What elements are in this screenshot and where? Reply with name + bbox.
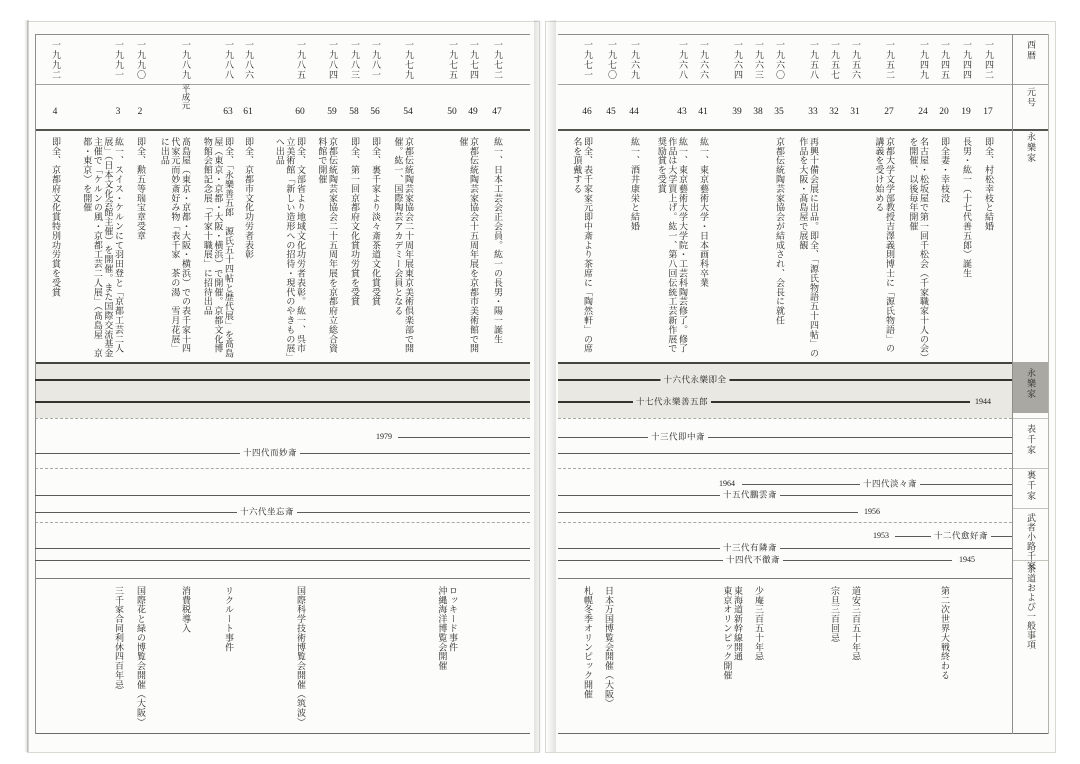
- margin-tab-eirakuke: 永樂家: [1026, 368, 1036, 400]
- year-label: 一九四二: [984, 40, 994, 80]
- era-label: 44: [629, 107, 639, 117]
- family-entry: 京都伝統陶芸家協会が結成され、会長に就任: [775, 137, 785, 325]
- general-event-entry: 国際花と緑の博覧会開催（大阪）: [136, 586, 146, 727]
- band-separator: [558, 418, 1012, 419]
- timeline-line: [558, 437, 1012, 438]
- bottom-line: [35, 733, 530, 734]
- year-label: 一九八四: [328, 40, 338, 80]
- grid-line: [35, 84, 530, 85]
- timeline-line: [558, 548, 1012, 549]
- era-label: 17: [983, 107, 993, 117]
- year-label: 一九七九: [404, 40, 414, 80]
- family-entry: 即全、京都市文化功労者表彰: [244, 137, 254, 260]
- timeline-line: [35, 379, 530, 381]
- year-label: 一九八八: [224, 40, 234, 80]
- year-label: 一九四九: [919, 40, 929, 80]
- timeline-year-marker: 1945: [959, 555, 975, 565]
- era-label: 平成元: [181, 84, 191, 110]
- eiraku-family-band: [35, 364, 530, 418]
- timeline-year-marker: 1956: [864, 507, 880, 517]
- era-label: 2: [137, 107, 143, 117]
- era-label: 19: [961, 107, 971, 117]
- timeline-line: [558, 401, 970, 403]
- margin-band-mushakoji: 武者小路千家: [1026, 513, 1036, 570]
- family-entry: 即全妻・幸枝没: [940, 137, 950, 203]
- family-entry: 即全、文部省より地域文化功労者表彰。紘一、呉市立美術館「新しい造形への招待・現代のやきもの展」へ出品: [274, 137, 306, 359]
- year-label: 一九六六: [699, 40, 709, 80]
- family-entry: 即全、「永樂善五郎 源氏五十四帖と歴代展」を髙島屋（東京・京都・大阪・横浜）で開催。京都文化博物館会館記念展「千家十職展」に招待出品: [202, 137, 234, 359]
- timeline-year-marker: 1953: [873, 531, 889, 541]
- timeline-line: [35, 401, 530, 403]
- family-entry: 即全、裏千家より淡々斎茶道文化賞受賞: [371, 137, 381, 307]
- timeline-line: [35, 548, 530, 549]
- bottom-line: [558, 733, 1048, 734]
- year-label: 一九九〇: [136, 40, 146, 80]
- page-gutter: [534, 20, 556, 752]
- family-entry: 紘一、スイス・ケルンにて羽田登と「京都工芸二人展」（日本文化会館主催）を開催。また国際交流基金主催で「ケルンの風・京都工芸二人展」（髙島屋 京都・東京）を開催: [82, 137, 124, 359]
- timeline-year-marker: 1979: [376, 432, 392, 442]
- family-entry: 京都大学文学部教授吉澤義則博士に「源氏物語」の講義を受け始める: [874, 137, 895, 354]
- era-label: 31: [850, 107, 860, 117]
- general-event-entry: リクルート事件: [224, 586, 234, 652]
- era-label: 24: [918, 107, 928, 117]
- era-label: 38: [753, 107, 763, 117]
- year-label: 一九六〇: [775, 40, 785, 80]
- margin-band-urasenke: 裏千家: [1026, 470, 1036, 502]
- era-label: 4: [52, 107, 58, 117]
- family-entry: 京都伝統陶芸家協会二十周年展東京美術倶楽部で開催。紘一、国際陶芸アカデミー会員となる: [393, 137, 414, 354]
- band-separator: [35, 468, 530, 469]
- timeline-line-label: 十三代有隣斎: [720, 541, 780, 553]
- era-label: 63: [223, 107, 233, 117]
- year-label: 一九八一: [371, 40, 381, 80]
- year-label: 一九七〇: [607, 40, 617, 80]
- era-label: 54: [403, 107, 413, 117]
- era-label: 59: [327, 107, 337, 117]
- grid-line: [558, 84, 1048, 85]
- band-separator: [35, 578, 530, 579]
- general-event-entry: 消費税導入: [181, 586, 191, 633]
- era-label: 50: [447, 107, 457, 117]
- era-label: 43: [677, 107, 687, 117]
- timeline-line-label: 十二代愈好斎: [931, 529, 991, 541]
- timeline-line-label: 十四代淡々斎: [860, 477, 920, 489]
- era-label: 35: [774, 107, 784, 117]
- eiraku-family-band: [558, 364, 1012, 418]
- general-event-entry: ロッキード事件 沖縄海洋博覧会開催: [437, 586, 458, 671]
- grid-line-vertical: [1048, 34, 1049, 734]
- general-event-entry: 東海道新幹線開通 東京オリンピック開催: [722, 586, 743, 680]
- era-label: 56: [370, 107, 380, 117]
- band-separator: [558, 578, 1012, 579]
- band-separator: [35, 522, 530, 523]
- year-label: 一九八九: [181, 40, 191, 80]
- timeline-line-label: 十三代即中斎: [648, 430, 708, 442]
- general-event-entry: 札幌冬季オリンピック開催: [583, 586, 593, 699]
- era-label: 20: [939, 107, 949, 117]
- family-entry: 即全、勲五等瑞宝章受章: [136, 137, 146, 241]
- era-label: 45: [606, 107, 616, 117]
- timeline-line: [35, 495, 530, 496]
- year-label: 一九九一: [114, 40, 124, 80]
- section-top-line: [558, 362, 1012, 364]
- grid-line: [35, 129, 530, 131]
- family-entry: 紘一、東京藝術大学大学院・工芸科陶芸修了。修了作品は大学買上げ。紘一、第八回伝統工芸新作展で奨励賞を受賞: [656, 137, 688, 354]
- family-entry: 再興十備会展に出品。即全、「源氏物語五十四帖」の作品を大阪・髙島屋で展観: [798, 137, 819, 359]
- timeline-line: [398, 437, 530, 438]
- era-label: 33: [808, 107, 818, 117]
- timeline-year-marker: 1944: [975, 397, 991, 407]
- family-entry: 即全、村松幸枝と結婚: [984, 137, 994, 231]
- margin-separator: [1012, 468, 1048, 469]
- family-entry: 即全、表千家家元即中斎より茶席に「陶然軒」の席名を頂戴する: [572, 137, 593, 354]
- band-separator: [558, 522, 1012, 523]
- timeline-year-marker: 1964: [719, 479, 735, 489]
- family-entry: 紘一、酒井康栄と結婚: [630, 137, 640, 231]
- timeline-line: [35, 560, 530, 561]
- era-label: 49: [468, 107, 478, 117]
- year-label: 一九六九: [630, 40, 640, 80]
- band-separator: [35, 418, 530, 419]
- margin-header-eirakuke: 永樂家: [1026, 132, 1036, 164]
- family-entry: 即全、京都府文化賞特別功労賞を受賞: [51, 137, 61, 297]
- year-label: 一九六三: [754, 40, 764, 80]
- era-label: 60: [295, 107, 305, 117]
- era-label: 47: [492, 107, 502, 117]
- era-label: 32: [829, 107, 839, 117]
- era-label: 58: [349, 107, 359, 117]
- general-event-entry: 宗旦三百回忌: [830, 586, 840, 643]
- timeline-line-label: 十五代鵬雲斎: [720, 488, 780, 500]
- timeline-line: [558, 453, 1012, 454]
- general-event-entry: 日本万国博覧会開催（大阪）: [604, 586, 614, 709]
- grid-line: [558, 129, 1048, 131]
- general-event-entry: 少庵三百五十年忌: [754, 586, 764, 662]
- general-event-entry: 道安三百五十年忌: [851, 586, 861, 662]
- family-entry: 名古屋・松坂屋で第一回千松会（千家職家十人の会）を開催、以後毎年開催: [908, 137, 929, 359]
- general-event-entry: 第二次世界大戦終わる: [940, 586, 950, 680]
- era-label: 3: [115, 107, 121, 117]
- timeline-line-label: 十四代不徹斎: [723, 553, 783, 565]
- year-label: 一九五八: [809, 40, 819, 80]
- family-entry: 京都伝統陶芸家協会二十五周年展を京都府立総合資料館で開催: [317, 137, 338, 354]
- year-label: 一九四五: [940, 40, 950, 80]
- timeline-line-label: 十四代而妙斎: [240, 446, 300, 458]
- year-label: 一九七二: [493, 40, 503, 80]
- family-entry: 京都伝統陶芸家協会十五周年展を京都市美術館で開催: [458, 137, 479, 354]
- era-label: 61: [243, 107, 253, 117]
- year-label: 一九六八: [678, 40, 688, 80]
- timeline-line: [558, 379, 1012, 381]
- general-event-entry: 国際科学技術博覧会開催（筑波）: [296, 586, 306, 727]
- year-label: 一九七一: [583, 40, 593, 80]
- year-label: 一九七五: [448, 40, 458, 80]
- margin-separator: [1012, 418, 1048, 419]
- year-label: 一九九二: [51, 40, 61, 80]
- margin-band-sado-ippan: 茶道および一般事項: [1026, 564, 1036, 650]
- grid-line: [558, 34, 1048, 35]
- timeline-line-label: 十七代永樂善五郎: [633, 395, 711, 407]
- family-entry: 髙島屋（東京・京都・大阪・横浜）での表千家十四代家元而妙斎好み物「表千家 茶の湯 雪月花展」に出品: [159, 137, 191, 354]
- timeline-line: [558, 512, 858, 513]
- timeline-line-label: 十六代坐忘斎: [237, 505, 297, 517]
- section-top-line: [35, 362, 530, 364]
- margin-band-omotesenke: 表千家: [1026, 424, 1036, 456]
- margin-header-seireki: 西暦: [1026, 40, 1036, 61]
- general-event-entry: 三千家合同利休四百年忌: [114, 586, 124, 690]
- era-label: 39: [732, 107, 742, 117]
- year-label: 一九四四: [962, 40, 972, 80]
- grid-line: [35, 34, 530, 35]
- timeline-line-label: 十六代永樂即全: [660, 373, 729, 385]
- family-entry: 紘一、日本工芸会正会員。紘一の長男・陽一誕生: [493, 137, 503, 344]
- year-label: 一九五二: [885, 40, 895, 80]
- year-label: 一九八三: [350, 40, 360, 80]
- band-separator: [558, 468, 1012, 469]
- grid-line-vertical: [35, 34, 36, 734]
- era-label: 41: [698, 107, 708, 117]
- timeline-line: [558, 495, 1012, 496]
- year-label: 一九六四: [733, 40, 743, 80]
- left-page-edge-shadow: [24, 20, 29, 752]
- era-label: 27: [884, 107, 894, 117]
- year-label: 一九五七: [830, 40, 840, 80]
- family-entry: 即全、第一回京都府文化賞功労賞を受賞: [350, 137, 360, 307]
- family-entry: 長男・紘一（十七代善五郎）誕生: [962, 137, 972, 278]
- year-label: 一九七四: [469, 40, 479, 80]
- margin-separator: [1012, 508, 1048, 509]
- year-label: 一九五六: [851, 40, 861, 80]
- family-entry: 紘一、東京藝術大学・日本画科卒業: [699, 137, 709, 288]
- grid-line-vertical: [1012, 34, 1013, 734]
- year-label: 一九八五: [296, 40, 306, 80]
- era-label: 46: [582, 107, 592, 117]
- margin-header-gengo: 元号: [1026, 87, 1036, 108]
- year-label: 一九八六: [244, 40, 254, 80]
